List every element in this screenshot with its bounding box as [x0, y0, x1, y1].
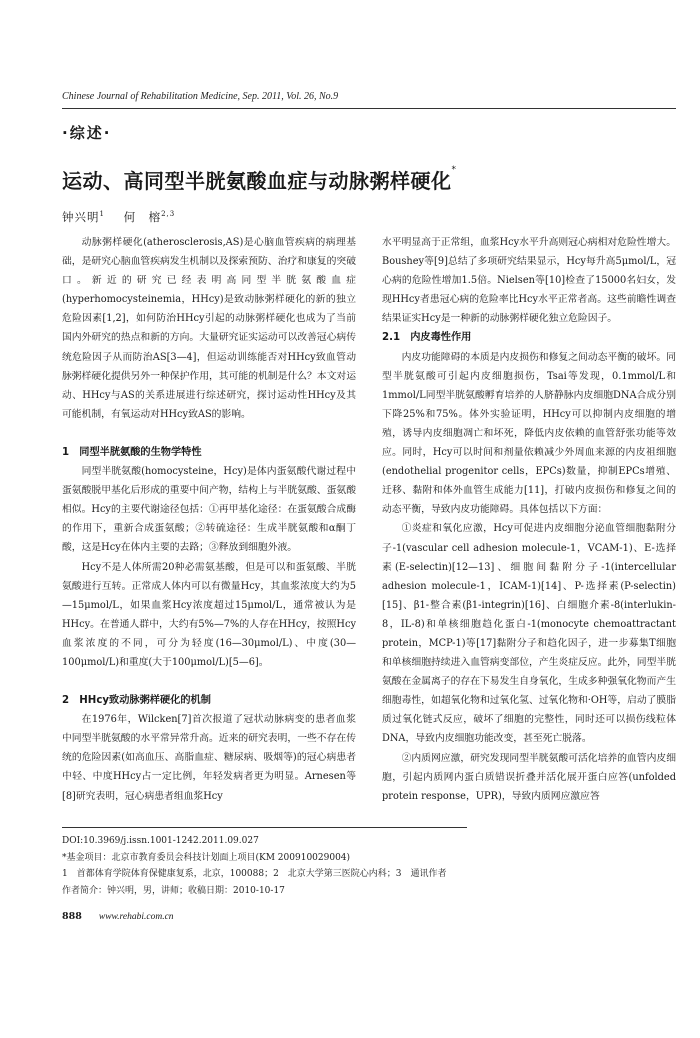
section-2-1-heading: 2.1 内皮毒性作用 [382, 332, 472, 344]
header-rule [62, 108, 676, 109]
section-2-paragraph: 在1976年，Wilcken[7]首次报道了冠状动脉病变的患者血浆中同型半胱氨酸的水平常异常升高。近来的研究表明，一些不存在传统的危险因素(如高血压、高脂血症、糖尿病、吸烟等)的冠心病患者中轻、中度HHcy占一定比例，年轻发病者更为明显。Arnesen等[8]研究表明，冠心病患者组血浆Hcy [62, 714, 356, 802]
left-column [62, 233, 356, 806]
section-1-paragraph: 同型半胱氨酸(homocysteine，Hcy)是体内蛋氨酸代谢过程中蛋氨酸脱甲基化后形成的重要中间产物，结构上与半胱氨酸、蛋氨酸相似。Hcy的主要代谢途径包括：①再甲基化途径：在蛋氨酸合成酶的作用下，重新合成蛋氨酸；②转硫途径：生成半胱氨酸和α酮丁酸，这是Hcy在体内主要的去路；③释放到细胞外液。 [62, 466, 356, 554]
title-footnote-mark: * [451, 165, 457, 175]
footnotes [62, 833, 676, 899]
section-2-1-paragraph: ①炎症和氧化应激，Hcy可促进内皮细胞分泌血管细胞黏附分子-1(vascular cell adhesion molecule-1，VCAM-1)、E-选择素(E-selectin)[12—13]、细胞间黏附分子-1(intercellular adhesion molecule-1，ICAM-1)[14]、P-选择素(P-selectin)[15]、β1-整合素(β1-integrin)[16]、白细胞介素-8(interlukin-8，IL-8)和单核细胞趋化蛋白-1(monocyte chemoattractant protein，MCP-1)等[17]黏附分子和趋化因子，进一步募集T细胞和单核细胞持续进入血管病变部位，产生炎症反应。此外，同型半胱氨酸在金属离子的存在下易发生自身氧化，生成多种强氧化物而产生细胞毒性，如超氧化物和过氧化氢、过氧化物和·OH等，启动了膜脂质过氧化链式反应，破坏了细胞的完整性，同时还可以损伤线粒体DNA，导致内皮细胞功能改变，甚至死亡脱落。 [382, 523, 677, 745]
page-number: 888 [62, 911, 82, 922]
section-2-1-paragraph: ②内质网应激，研究发现同型半胱氨酸可活化培养的血管内皮细胞，引起内质网内蛋白质错误折叠并活化展开蛋白应答(unfolded protein response，UPR)，导致内质网应激应答 [382, 752, 676, 802]
title-text: 运动、高同型半胱氨酸血症与动脉粥样硬化 [62, 169, 452, 193]
continued-paragraph: 水平明显高于正常组，血浆Hcy水平升高则冠心病相对危险性增大。Boushey等[9]总结了多项研究结果显示，Hcy每升高5μmol/L，冠心病的危险性增加1.5倍。Nielsen等[10]检查了15000名妇女，发现HHcy者患冠心病的危险率比Hcy水平正常者高。这些前瞻性调查结果证实Hcy是一种新的动脉粥样硬化独立危险因子。 [382, 237, 676, 325]
article-title [62, 165, 457, 194]
section-1-heading: 1 同型半胱氨酸的生物学特性 [62, 446, 202, 458]
author-name: 钟兴明 [62, 210, 100, 224]
intro-paragraph: 动脉粥样硬化(atherosclerosis,AS)是心脑血管疾病的病理基础，是研究心脑血管疾病发生机制以及探索预防、治疗和康复的突破口。新近的研究已经表明高同型半胱氨酸血症(hyperhomocysteinemia，HHcy)是致动脉粥样硬化的新的独立危险因素[1,2]，如何防治HHcy引起的动脉粥样硬化也成为了当前国内外研究的热点和新的方向。大量研究证实运动可以改善冠心病传统危险因子从而防治AS[3—4]，但运动训练能否对HHcy致血管动脉粥样硬化提供另外一种保护作用，其可能的机制是什么？本文对运动、HHcy与AS的关系进展进行综述研究，探讨运动性HHcy及其可能机制，有氧运动对HHcy致AS的影响。 [62, 237, 356, 420]
author-info: 作者简介：钟兴明，男，讲师；收稿日期：2010-10-17 [62, 885, 285, 896]
section-label: ·综述· [62, 124, 112, 142]
spacer [62, 672, 356, 691]
section-1-paragraph: Hcy不是人体所需20种必需氨基酸，但是可以和蛋氨酸、半胱氨酸进行互转。正常成人体内可以有微量Hcy，其血浆浓度大约为5—15μmol/L，如果血浆Hcy浓度超过15μmol/L，通常被认为是HHcy。在普通人群中，大约有5%—7%的人存在HHcy，按照Hcy血浆浓度的不同，可分为轻度(16—30μmol/L)、中度(30—100μmol/L)和重度(大于100μmol/L)[5—6]。 [62, 561, 356, 668]
section-2-1-paragraph: 内皮功能障碍的本质是内皮损伤和修复之间动态平衡的破坏。同型半胱氨酸可引起内皮细胞损伤，Tsai等发现，0.1mmol/L和1mmol/L同型半胱氨酸孵育培养的人脐静脉内皮细胞DNA合成分别下降25%和75%。体外实验证明，HHcy可以抑制内皮细胞的增殖，诱导内皮细胞凋亡和坏死，降低内皮依赖的血管舒张功能等效应。同时，Hcy可以时间和剂量依赖减少外周血来源的内皮祖细胞(endothelial progenitor cells，EPCs)数量，抑制EPCs增殖、迁移、黏附和体外血管生成能力[11]，打破内皮损伤和修复之间的动态平衡，导致内皮功能障碍。具体包括以下方面： [382, 351, 676, 516]
fund-note: *基金项目：北京市教育委员会科技计划面上项目(KM 200910029004) [62, 852, 351, 863]
footer-url: www.rehabi.com.cn [98, 912, 174, 922]
authors [62, 209, 175, 225]
author-name: 何 榕 [123, 210, 162, 224]
journal-header: Chinese Journal of Rehabilitation Medicine, Sep. 2011, Vol. 26, No.9 [62, 91, 339, 102]
doi: DOI:10.3969/j.issn.1001-1242.2011.09.027 [62, 836, 259, 846]
footnote-rule [62, 827, 467, 828]
spacer [62, 424, 356, 443]
affiliations: 1 首都体育学院体育保健康复系，北京，100088；2 北京大学第三医院心内科；3 通讯作者 [62, 869, 447, 879]
author-affil: 2,3 [161, 210, 176, 219]
right-column [382, 233, 676, 806]
section-2-heading: 2 HHcy致动脉粥样硬化的机制 [62, 695, 211, 707]
author-affil: 1 [99, 210, 105, 219]
page-footer [62, 911, 174, 922]
